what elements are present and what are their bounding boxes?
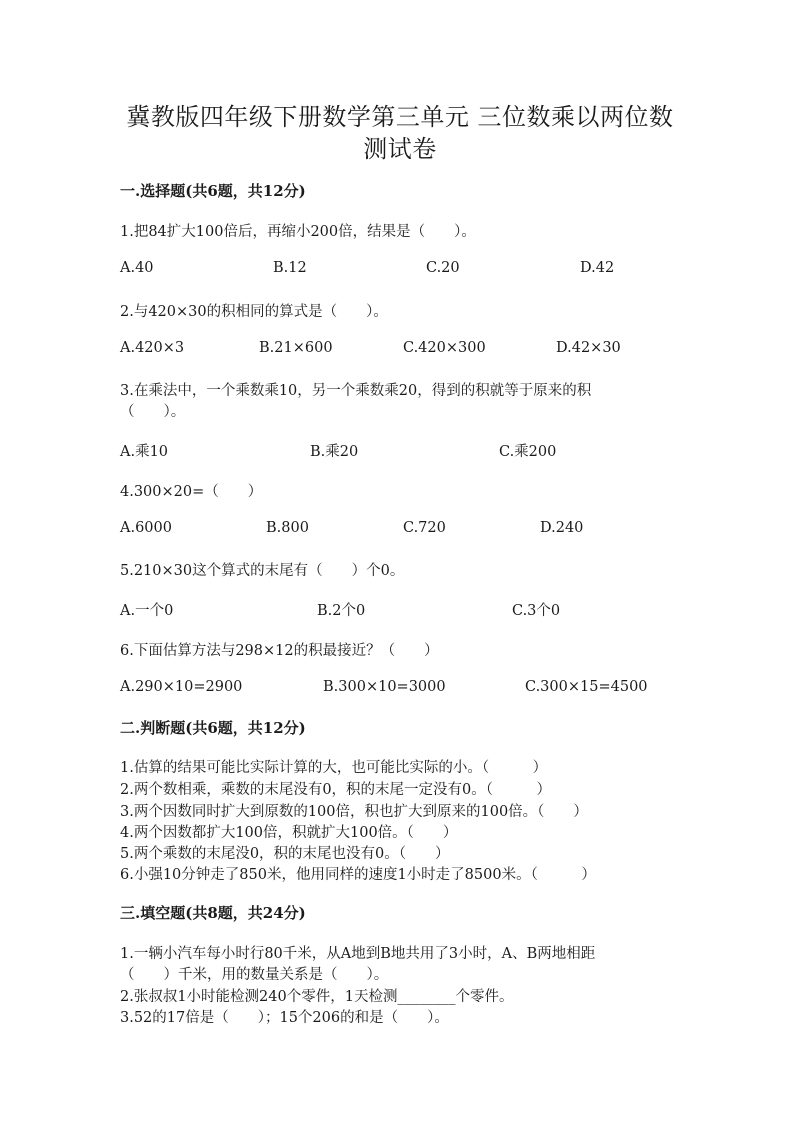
q1-option-d: D.42 xyxy=(580,260,615,276)
q2-option-a: A.420×3 xyxy=(120,340,185,356)
judge-item-6: 6.小强10分钟走了850米，他用同样的速度1小时走了8500米。（ ） xyxy=(120,867,596,883)
q5-option-a: A.一个0 xyxy=(120,603,174,619)
fill-item-1: 1.一辆小汽车每小时行80千米，从A地到B地共用了3小时，A、B两地相距 xyxy=(120,946,596,962)
judge-item-1: 1.估算的结果可能比实际计算的大，也可能比实际的小。（ ） xyxy=(120,760,548,776)
fill-item-2: 2.张叔叔1小时能检测240个零件，1天检测________个零件。 xyxy=(120,989,514,1005)
q2-option-b: B.21×600 xyxy=(259,340,333,356)
q4-option-d: D.240 xyxy=(540,520,584,536)
q5-option-c: C.3个0 xyxy=(512,603,561,619)
question-3-cont: （ ）。 xyxy=(120,404,186,420)
q1-option-a: A.40 xyxy=(120,260,154,276)
q4-option-a: A.6000 xyxy=(120,520,172,536)
q1-option-c: C.20 xyxy=(426,260,460,276)
q6-option-c: C.300×15=4500 xyxy=(525,679,648,695)
question-5: 5.210×30这个算式的末尾有（ ）个0。 xyxy=(120,563,405,579)
question-1: 1.把84扩大100倍后，再缩小200倍，结果是（ ）。 xyxy=(120,224,476,240)
question-4: 4.300×20=（ ） xyxy=(120,484,263,500)
q5-option-b: B.2个0 xyxy=(317,603,366,619)
section-heading-fill: 三.填空题(共8题，共24分) xyxy=(120,904,306,922)
judge-item-2: 2.两个数相乘，乘数的末尾没有0，积的末尾一定没有0。（ ） xyxy=(120,782,552,798)
fill-item-1-cont: （ ）千米，用的数量关系是（ ）。 xyxy=(120,967,389,983)
q1-option-b: B.12 xyxy=(273,260,307,276)
page-title-cont: 测试卷 xyxy=(363,135,437,163)
q3-option-a: A.乘10 xyxy=(120,444,169,460)
section-heading-choice: 一.选择题(共6题，共12分) xyxy=(120,182,306,200)
judge-item-4: 4.两个因数都扩大100倍，积就扩大100倍。（ ） xyxy=(120,825,458,841)
q6-option-a: A.290×10=2900 xyxy=(120,679,243,695)
section-heading-judge: 二.判断题(共6题，共12分) xyxy=(120,719,306,737)
question-3: 3.在乘法中，一个乘数乘10，另一个乘数乘20，得到的积就等于原来的积 xyxy=(120,383,592,399)
q3-option-b: B.乘20 xyxy=(310,444,359,460)
q2-option-c: C.420×300 xyxy=(403,340,486,356)
question-2: 2.与420×30的积相同的算式是（ ）。 xyxy=(120,304,388,320)
q4-option-c: C.720 xyxy=(403,520,446,536)
question-6: 6.下面估算方法与298×12的积最接近？（ ） xyxy=(120,643,439,659)
judge-item-5: 5.两个乘数的末尾没0，积的末尾也没有0。（ ） xyxy=(120,846,450,862)
q4-option-b: B.800 xyxy=(266,520,309,536)
q2-option-d: D.42×30 xyxy=(556,340,621,356)
q3-option-c: C.乘200 xyxy=(499,444,557,460)
q6-option-b: B.300×10=3000 xyxy=(323,679,446,695)
judge-item-3: 3.两个因数同时扩大到原数的100倍，积也扩大到原来的100倍。（ ） xyxy=(120,804,588,820)
page-title: 冀教版四年级下册数学第三单元 三位数乘以两位数 xyxy=(126,103,674,131)
fill-item-3: 3.52的17倍是（ ）；15个206的和是（ ）。 xyxy=(120,1010,449,1026)
